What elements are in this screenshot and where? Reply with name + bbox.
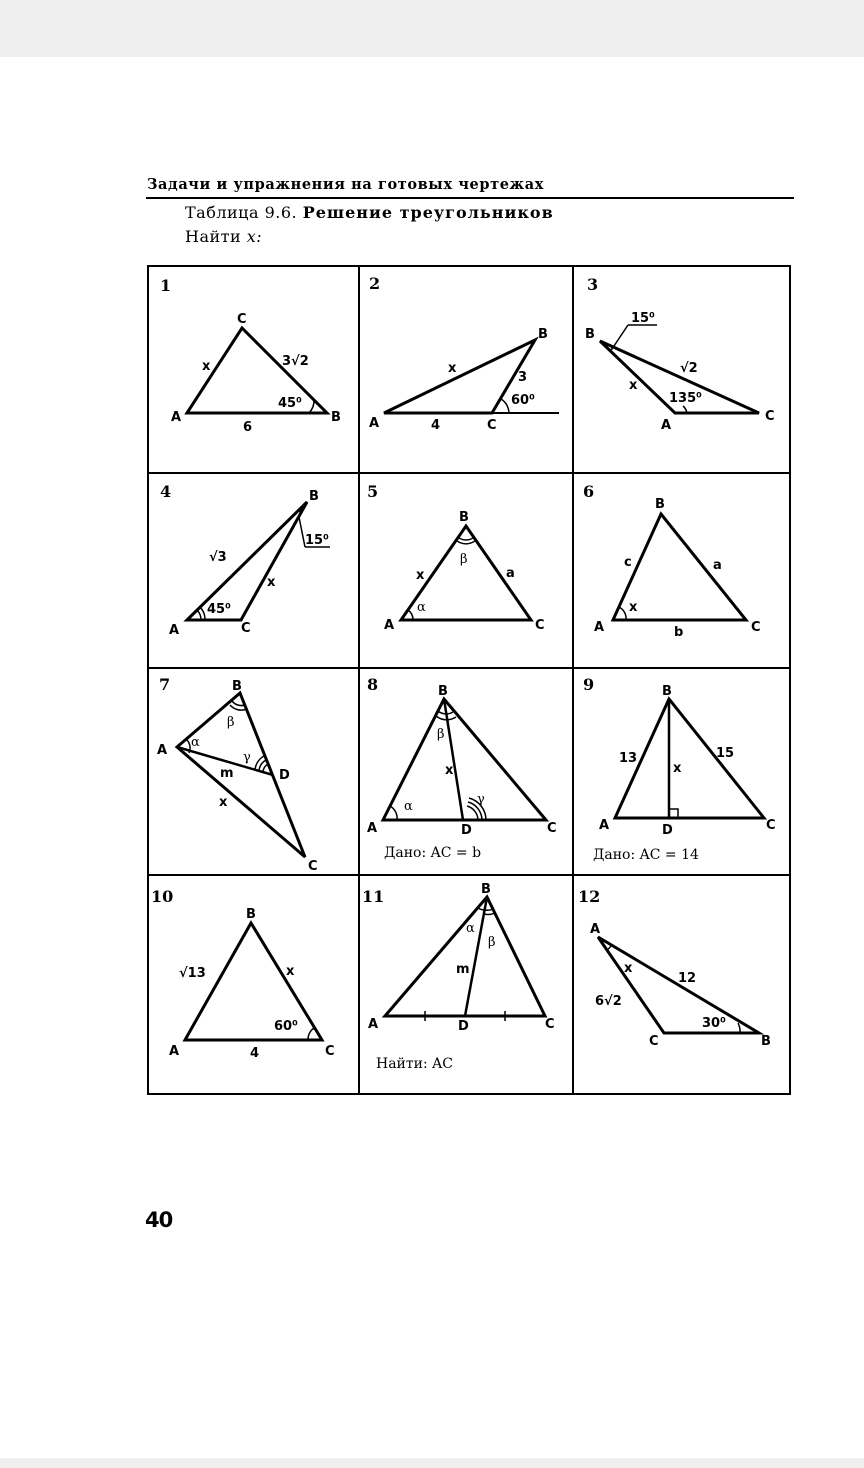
problem-number: 12: [578, 887, 601, 906]
problem-7: [157, 675, 318, 874]
vertex-a: A: [169, 1044, 180, 1059]
vertex-c: C: [308, 859, 318, 874]
triangle: [385, 897, 545, 1016]
side-bc: 3: [518, 370, 528, 385]
problem-number: 6: [583, 482, 595, 501]
angle-arc: [458, 537, 474, 540]
page-header: Задачи и упражнения на готовых чертежах: [147, 176, 545, 193]
vertex-d: D: [279, 768, 290, 783]
side-ac: 4: [431, 418, 441, 433]
angle-c-label: 60⁰: [511, 393, 535, 408]
viewer-bottom-bar: [0, 1458, 864, 1468]
vertex-a: A: [368, 1017, 379, 1032]
side-x: x: [673, 761, 682, 776]
angle-arc: [501, 399, 509, 413]
side-x: x: [202, 359, 211, 374]
side-ab: 6: [243, 420, 253, 435]
problem-number: 11: [362, 887, 385, 906]
header-rule: [146, 197, 794, 199]
angle-beta: β: [227, 715, 235, 730]
given-note: Дано: AC = 14: [593, 847, 699, 863]
vertex-a: A: [590, 922, 601, 937]
side-ac: 4: [250, 1046, 260, 1061]
table-subtitle: [185, 227, 262, 246]
angle-c-label: 60⁰: [274, 1019, 298, 1034]
table-caption: [185, 203, 554, 222]
problem-number: 10: [151, 887, 174, 906]
angle-arc: [309, 400, 314, 413]
problem-2: [369, 274, 559, 433]
side-b: b: [674, 625, 684, 640]
side-bc: 15: [716, 746, 735, 761]
side-ab: 13: [619, 751, 638, 766]
angle-gamma: γ: [477, 792, 485, 807]
problem-number: 2: [369, 274, 381, 293]
vertex-a: A: [594, 620, 605, 635]
angle-alpha: α: [466, 921, 475, 936]
vertex-c: C: [545, 1017, 555, 1032]
median-bd: [465, 897, 487, 1016]
angle-arc: [263, 764, 268, 772]
angle-arc: [390, 806, 397, 820]
vertex-c: C: [547, 821, 557, 836]
problem-number: 8: [367, 675, 379, 694]
side-ab: √3: [209, 550, 227, 565]
table-caption-title: Решение треугольников: [302, 203, 554, 222]
vertex-c: C: [766, 818, 776, 833]
angle-b-label: 30⁰: [702, 1016, 726, 1031]
angle-a-label: 45⁰: [207, 602, 231, 617]
problem-12: [578, 887, 771, 1049]
side-c: c: [624, 555, 632, 570]
subtitle-var: x:: [246, 227, 263, 246]
vertex-b: B: [232, 679, 242, 694]
problem-3: [585, 275, 775, 433]
problem-9: [583, 675, 776, 863]
side-x: x: [629, 600, 638, 615]
angle-beta: β: [460, 552, 468, 567]
problem-number: 9: [583, 675, 595, 694]
angle-arc: [485, 909, 493, 910]
vertex-b: B: [331, 410, 341, 425]
angle-alpha: α: [417, 600, 426, 615]
vertex-a: A: [169, 623, 180, 638]
side-m: m: [220, 766, 234, 781]
problem-number: 7: [159, 675, 171, 694]
find-note: Найти: AC: [376, 1056, 453, 1072]
vertex-c: C: [241, 621, 251, 636]
vertex-c: C: [487, 418, 497, 433]
angle-arc: [308, 1028, 314, 1040]
problem-8: [367, 675, 557, 861]
problem-4: [160, 482, 330, 638]
vertex-a: A: [599, 818, 610, 833]
leader-line: [612, 325, 628, 349]
vertex-d: D: [662, 823, 673, 838]
side-ac: 6√2: [595, 994, 622, 1009]
triangle: [187, 502, 307, 620]
vertex-b: B: [585, 327, 595, 342]
vertex-b: B: [655, 497, 665, 512]
side-cb: 3√2: [282, 354, 309, 369]
vertex-b: B: [481, 882, 491, 897]
angle-arc: [484, 913, 495, 914]
vertex-a: A: [369, 416, 380, 431]
angle-beta: β: [488, 935, 496, 950]
vertex-a: A: [171, 410, 182, 425]
problem-11: [362, 882, 555, 1072]
problem-grid: [147, 265, 791, 1095]
angle-gamma: γ: [243, 750, 251, 765]
angle-b-label: 45⁰: [278, 396, 302, 411]
angle-b-label: 15⁰: [631, 311, 655, 326]
side-x: x: [448, 361, 457, 376]
problem-6: [583, 482, 761, 640]
vertex-c: C: [751, 620, 761, 635]
problem-number: 5: [367, 482, 379, 501]
triangle: [185, 923, 322, 1040]
side-x: x: [629, 378, 638, 393]
side-ab: √13: [179, 966, 206, 981]
vertex-d: D: [461, 823, 472, 838]
angle-alpha: α: [191, 735, 200, 750]
problem-1: [160, 276, 341, 435]
vertex-c: C: [765, 409, 775, 424]
vertex-a: A: [157, 743, 168, 758]
problem-number: 3: [587, 275, 599, 294]
side-a: a: [713, 558, 722, 573]
given-note: Дано: AC = b: [384, 845, 482, 861]
viewer-top-bar: [0, 0, 864, 57]
triangle: [615, 699, 764, 818]
side-bc: √2: [680, 361, 698, 376]
angle-alpha: α: [404, 799, 413, 814]
side-ab: 12: [678, 971, 697, 986]
angle-a-label: 135⁰: [669, 391, 702, 406]
page-number: 40: [145, 1208, 173, 1232]
vertex-a: A: [384, 618, 395, 633]
side-x: x: [219, 795, 228, 810]
angle-arc: [619, 607, 626, 620]
vertex-a: A: [661, 418, 672, 433]
angle-beta: β: [437, 727, 445, 742]
side-a: a: [506, 566, 515, 581]
problem-number: 4: [160, 482, 172, 501]
side-x: x: [267, 575, 276, 590]
vertex-b: B: [761, 1034, 771, 1049]
vertex-b: B: [438, 684, 448, 699]
vertex-c: C: [535, 618, 545, 633]
vertex-b: B: [538, 327, 548, 342]
subtitle-prefix: Найти: [185, 227, 242, 246]
vertex-b: B: [662, 684, 672, 699]
side-x: x: [624, 961, 633, 976]
vertex-a: A: [367, 821, 378, 836]
vertex-b: B: [309, 489, 319, 504]
problem-10: [151, 887, 335, 1061]
vertex-c: C: [649, 1034, 659, 1049]
problem-5: [367, 482, 545, 633]
side-x: x: [445, 763, 454, 778]
problem-number: 1: [160, 276, 172, 295]
side-x: x: [416, 568, 425, 583]
side-x: x: [286, 964, 295, 979]
angle-arc: [467, 806, 478, 820]
angle-b-label: 15⁰: [305, 533, 329, 548]
side-m: m: [456, 962, 470, 977]
vertex-b: B: [246, 907, 256, 922]
vertex-b: B: [459, 510, 469, 525]
vertex-c: C: [237, 312, 247, 327]
vertex-d: D: [458, 1019, 469, 1034]
vertex-c: C: [325, 1044, 335, 1059]
table-caption-prefix: Таблица 9.6.: [185, 203, 298, 222]
